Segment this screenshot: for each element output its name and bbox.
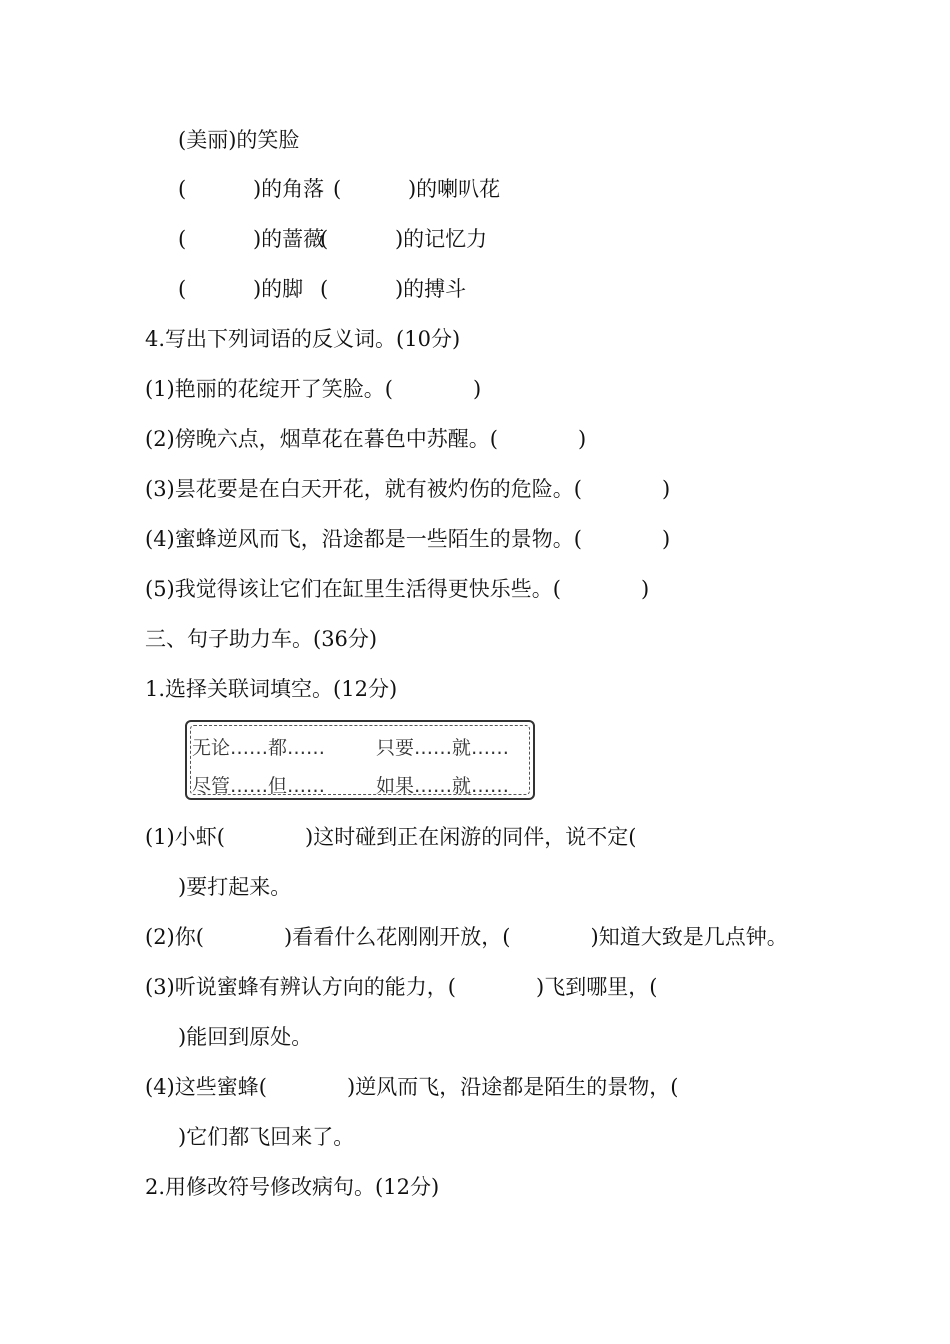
q4-item-5: (5)我觉得该让它们在缸里生活得更快乐些。( ) <box>145 577 650 601</box>
phrase-memory: ( )的记忆力 <box>320 227 488 251</box>
phrase-struggle: ( )的搏斗 <box>320 277 467 301</box>
s3-q1-item-4: (4)这些蜜蜂( )逆风而飞，沿途都是陌生的景物，( <box>145 1075 679 1099</box>
keyword-4: 如果……就…… <box>376 775 510 797</box>
s3-q1-item-3: (3)听说蜜蜂有辨认方向的能力，( )飞到哪里，( <box>145 975 658 999</box>
s3-q2-title: 2.用修改符号修改病句。(12分) <box>145 1175 440 1199</box>
phrase-beautiful-face: (美丽)的笑脸 <box>178 128 300 152</box>
s3-q1-item-3-cont: )能回到原处。 <box>178 1025 313 1049</box>
q4-title: 4.写出下列词语的反义词。(10分) <box>145 327 461 351</box>
q4-item-1: (1)艳丽的花绽开了笑脸。( ) <box>145 377 482 401</box>
section3-title: 三、句子助力车。(36分) <box>145 627 378 651</box>
phrase-corner: ( )的角落 <box>178 177 325 201</box>
q4-item-2: (2)傍晚六点，烟草花在暮色中苏醒。( ) <box>145 427 587 451</box>
phrase-foot: ( )的脚 <box>178 277 304 301</box>
s3-q1-item-4-cont: )它们都飞回来了。 <box>178 1125 355 1149</box>
keyword-1: 无论……都…… <box>192 737 326 759</box>
keyword-3: 尽管……但…… <box>192 775 326 797</box>
phrase-morning-glory: ( )的喇叭花 <box>333 177 501 201</box>
s3-q1-item-1-cont: )要打起来。 <box>178 875 292 899</box>
q4-item-4: (4)蜜蜂逆风而飞，沿途都是一些陌生的景物。( ) <box>145 527 671 551</box>
q4-item-3: (3)昙花要是在白天开花，就有被灼伤的危险。( ) <box>145 477 671 501</box>
s3-q1-item-2: (2)你( )看看什么花刚刚开放，( )知道大致是几点钟。 <box>145 925 788 949</box>
phrase-rose: ( )的蔷薇 <box>178 227 325 251</box>
s3-q1-title: 1.选择关联词填空。(12分) <box>145 677 398 701</box>
keyword-2: 只要……就…… <box>376 737 510 759</box>
s3-q1-item-1: (1)小虾( )这时碰到正在闲游的同伴，说不定( <box>145 825 637 849</box>
